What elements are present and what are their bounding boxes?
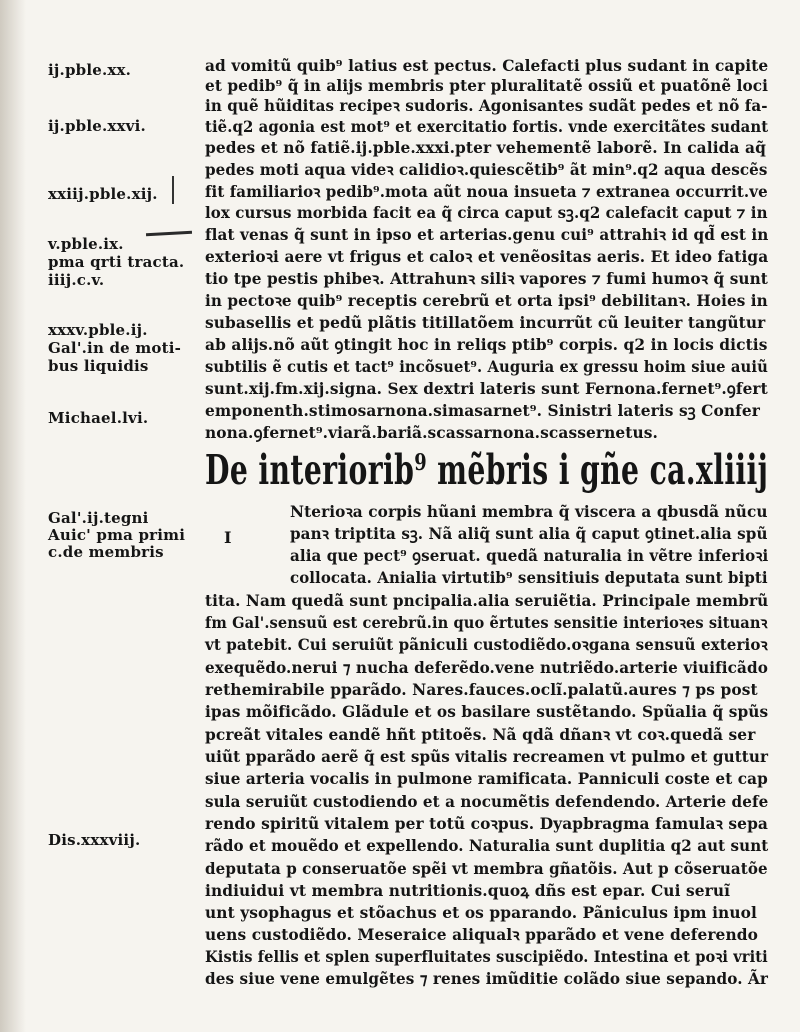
text-line: tio tpe pestis phibeꝛ. Attrahunꝛ siliꝛ vapores ⁊ fumi humoꝛ q̃ sunt xyxy=(205,270,768,288)
margin-note: v.pble.ix. xyxy=(48,235,124,253)
text-line: in pectoꝛe quib⁹ receptis cerebrũ et orta ipsi⁹ debilitanꝛ. Hoies in xyxy=(205,292,768,310)
text-line: tiẽ.q2 agonia est mot⁹ et exercitatio fortis. vnde exercitãtes sudant xyxy=(205,118,769,136)
text-line: rethemirabile pparãdo. Nares.fauces.oclĩ.palatũ.aures ⁊ ps post xyxy=(205,681,758,699)
text-line: subasellis et pedũ plãtis titillatõem incurrũt cũ leuiter tangũtur xyxy=(205,314,766,332)
ink-stroke-mark xyxy=(146,231,192,236)
text-line: deputata p conseruatõe spẽi vt membra gñatõis. Aut p cõseruatõe xyxy=(205,860,768,878)
margin-note: pma qrti tracta. xyxy=(48,253,185,271)
text-line: des siue vene emulgẽtes ⁊ renes imũditie colãdo siue sepando. Ãr xyxy=(205,970,769,988)
text-line: sula seruiũt custodiendo et a nocumẽtis defendendo. Arterie defe xyxy=(205,793,769,811)
text-line: subtilis ẽ cutis et tact⁹ incõsuet⁹. Auguria ex gressu hoim siue auiũ xyxy=(205,358,768,376)
text-line: pcreãt vitales eandẽ hñt ptitoẽs. Nã qdã dñanꝛ vt coꝛ.quedã ser xyxy=(205,726,756,744)
text-line: exequẽdo.nerui ⁊ nucha deferẽdo.vene nutriẽdo.arterie viuificãdo xyxy=(205,659,768,677)
text-line: flat venas q̃ sunt in ipso et arterias.genu cui⁹ attrahiꝛ id qd̃ est in xyxy=(205,226,769,244)
margin-note: Michael.lvi. xyxy=(48,409,149,427)
margin-note: ij.pble.xxvi. xyxy=(48,117,146,135)
text-line: Nterioꝛa corpis hũani membra q̃ viscera a qbusdã nũcu xyxy=(290,503,768,521)
text-line: uens custodiẽdo. Meseraice aliqualꝛ pparãdo et vene deferendo xyxy=(205,926,758,944)
text-line: emponenth.stimosarnona.simasarnet⁹. Sinistri lateris sꝫ Confer xyxy=(205,402,760,420)
text-line: exterioꝛi aere vt frigus et caloꝛ et venẽositas aeris. Et ideo fatiga xyxy=(205,248,769,266)
text-line: collocata. Anialia virtutib⁹ sensitiuis deputata sunt bipti xyxy=(290,569,768,587)
text-line: panꝛ triptita sꝫ. Nã aliq̃ sunt alia q̃ caput ꝯtinet.alia spũ xyxy=(290,525,768,543)
text-line: fit familiarioꝛ pedib⁹.mota aũt noua insueta ⁊ extranea occurrit.ve xyxy=(205,183,768,201)
text-line: pedes et nõ fatiẽ.ij.pble.xxxi.pter vehementẽ laborẽ. In calida aq̃ xyxy=(205,139,766,157)
margin-note: Gal'.in de moti- xyxy=(48,339,182,357)
text-line: indiuidui vt membra nutritionis.quoꝝ dñs est epar. Cui seruĩ xyxy=(205,882,731,900)
text-line: alia que pect⁹ ꝯseruat. quedã naturalia in vẽtre inferioꝛi xyxy=(290,547,769,565)
text-line: vt patebit. Cui seruiũt pãniculi custodiẽdo.oꝛgana sensuũ exterioꝛ xyxy=(205,636,768,654)
margin-note: Auic' pma primi xyxy=(48,526,186,544)
text-line: et pedib⁹ q̃ in alijs membris pter pluralitatẽ ossiũ et puatõnẽ loci xyxy=(205,77,769,95)
text-line: siue arteria vocalis in pulmone ramificata. Panniculi coste et cap xyxy=(205,770,768,788)
text-line: rendo spiritũ vitalem per totũ coꝛpus. Dyapbragma famulaꝛ sepa xyxy=(205,815,769,833)
text-line: ad vomitũ quib⁹ latius est pectus. Calefacti plus sudant in capite xyxy=(205,57,769,75)
margin-note: xxiij.pble.xij. xyxy=(48,185,158,203)
text-line: rãdo et mouẽdo et expellendo. Naturalia sunt duplitia q2 aut sunt xyxy=(205,837,769,855)
text-line: tita. Nam quedã sunt pncipalia.alia seruiẽtia. Principale membrũ xyxy=(205,592,769,610)
text-line: Kistis fellis et splen superfluitates suscipiẽdo. Intestina et poꝛi vriti xyxy=(205,948,768,966)
text-line: unt ysophagus et stõachus et os pparando. Pãniculus ipm inuol xyxy=(205,904,757,922)
text-line: nona.ꝯfernet⁹.viarã.bariã.scassarnona.scassernetus. xyxy=(205,424,658,442)
page-edge-shadow xyxy=(0,0,26,1032)
margin-note: ij.pble.xx. xyxy=(48,61,132,79)
margin-note: xxxv.pble.ij. xyxy=(48,321,148,339)
text-line: fm Gal'.sensuũ est cerebrũ.in quo ẽrtutes sensitie interioꝛes situanꝛ xyxy=(205,614,768,632)
margin-note: iiij.c.v. xyxy=(48,271,105,289)
chapter-heading: De interiorib⁹ mẽbris i gñe ca.xliiij xyxy=(205,446,769,495)
margin-note: Dis.xxxviij. xyxy=(48,831,141,849)
text-line: ipas mõificãdo. Glãdule et os basilare sustẽtando. Spũalia q̃ spũs xyxy=(205,703,769,721)
text-line: uiũt pparãdo aerẽ q̃ est spũs vitalis recreamen vt pulmo et guttur xyxy=(205,748,769,766)
margin-note: c.de membris xyxy=(48,543,164,561)
text-line: in quẽ hũiditas recipeꝛ sudoris. Agonisantes sudãt pedes et nõ fa- xyxy=(205,97,768,115)
text-line: sunt.xij.fm.xij.signa. Sex dextri lateris sunt Fernona.fernet⁹.ꝯfert xyxy=(205,380,768,398)
margin-note: Gal'.ij.tegni xyxy=(48,509,149,527)
bracket-mark xyxy=(172,176,174,204)
initial-letter: I xyxy=(224,528,232,547)
margin-note: bus liquidis xyxy=(48,357,149,375)
text-line: pedes moti aqua videꝛ calidioꝛ.quiescẽtib⁹ ãt min⁹.q2 aqua descẽs xyxy=(205,161,768,179)
text-line: lox cursus morbida facit ea q̃ circa caput sꝫ.q2 calefacit caput ⁊ in xyxy=(205,204,768,222)
text-line: ab alijs.nõ aũt ꝯtingit hoc in reliqs ptib⁹ corpis. q2 in locis dictis xyxy=(205,336,768,354)
